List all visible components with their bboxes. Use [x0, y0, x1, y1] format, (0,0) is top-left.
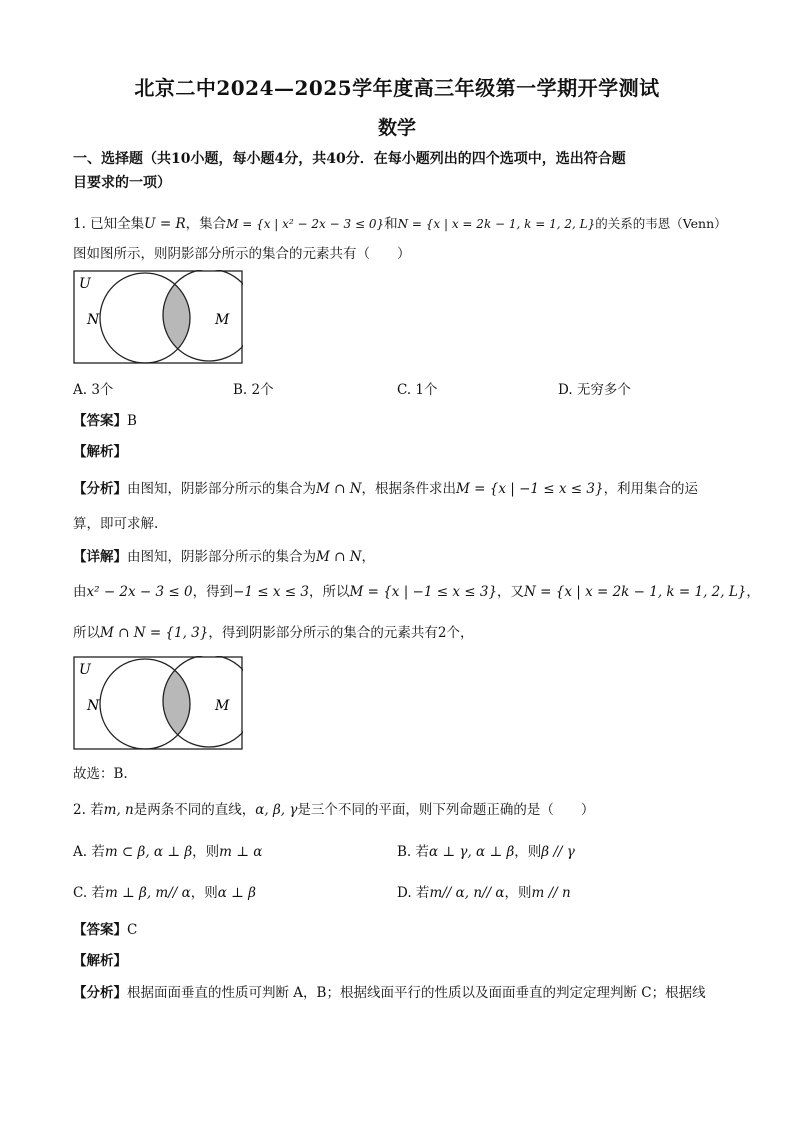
answer-value: B — [127, 413, 137, 429]
math-set-m: M = {x | −1 ≤ x ≤ 3} — [456, 481, 604, 497]
math-condition: m// α, n// α — [429, 885, 505, 901]
option-text: ，则 — [504, 885, 532, 901]
q1-option-c: C. 1个 — [397, 382, 438, 398]
section-heading: 一、选择题（共10小题，每小题4分，共40分．在每小题列出的四个选项中，选出符合题 — [73, 151, 626, 167]
math-condition: α ⊥ γ, α ⊥ β — [429, 844, 515, 860]
option-text: ，则 — [190, 885, 218, 901]
fenxi-tag: 【分析】 — [73, 481, 127, 497]
math-set-n: N = {x | x = 2k − 1, k = 1, 2, L} — [397, 217, 596, 231]
q1-answer-line — [73, 409, 137, 429]
xiangjie-tag: 【详解】 — [73, 549, 127, 565]
math-planes: α, β, γ — [255, 802, 298, 818]
section-heading-cont: 目要求的一项） — [73, 175, 171, 191]
venn-diagram-solution — [73, 656, 243, 750]
math-conclusion: α ⊥ β — [217, 885, 256, 901]
q2-fenxi-line1 — [73, 981, 706, 1001]
xiangjie-text: 由图知，阴影部分所示的集合为 — [127, 549, 316, 565]
q2-option-b — [397, 840, 575, 860]
q1-xiangjie-line3 — [73, 621, 473, 641]
q2-text: 是两条不同的直线， — [133, 802, 256, 818]
math-u: U = R — [144, 216, 186, 232]
q2-analysis-tag: 【解析】 — [73, 953, 127, 969]
math-set-m: M = {x | −1 ≤ x ≤ 3} — [349, 584, 498, 600]
venn-label-u: U — [79, 662, 91, 678]
math-intersection: M ∩ N — [316, 549, 362, 565]
xiangjie-text: ， — [746, 584, 760, 600]
xiangjie-text: 由 — [73, 584, 87, 600]
math-intersection: M ∩ N — [316, 481, 362, 497]
math-intersection-result: M ∩ N = {1, 3} — [100, 625, 209, 641]
answer-value: C — [127, 922, 138, 938]
venn-label-m: M — [215, 698, 230, 714]
fenxi-text: ，利用集合的运 — [603, 481, 699, 497]
q1-fenxi-line2: 算，即可求解. — [73, 516, 159, 532]
math-condition: m ⊂ β, α ⊥ β — [104, 844, 193, 860]
fenxi-text: 根据面面垂直的性质可判断 A，B；根据线面平行的性质以及面面垂直的判定定理判断 C；根据线 — [127, 985, 706, 1001]
xiangjie-text: ，得到阴影部分所示的集合的元素共有 — [208, 625, 438, 641]
q1-xiangjie-line1 — [73, 545, 375, 565]
q1-xiangjie-line2 — [73, 580, 760, 600]
math-range: −1 ≤ x ≤ 3 — [233, 584, 309, 600]
option-text: A. 若 — [73, 844, 105, 860]
xiangjie-text: ，得到 — [192, 584, 234, 600]
q1-option-d: D. 无穷多个 — [558, 382, 631, 398]
xiangjie-text: 个， — [446, 625, 474, 641]
venn-label-m: M — [215, 312, 230, 328]
xiangjie-text: ， — [361, 549, 376, 565]
q2-option-d — [397, 881, 571, 901]
page-title: 北京二中2024—2025学年度高三年级第一学期开学测试 — [134, 76, 660, 100]
q1-choose: 故选：B. — [73, 766, 128, 782]
q2-option-c — [73, 881, 256, 901]
q1-text: 和 — [384, 216, 398, 232]
math-inequality: x² − 2x − 3 ≤ 0 — [86, 584, 193, 600]
math-conclusion: m ⊥ α — [219, 844, 263, 860]
math-lines: m, n — [103, 802, 134, 818]
math-condition: m ⊥ β, m// α — [104, 885, 191, 901]
q2-text: 是三个不同的平面，则下列命题正确的是（ ） — [297, 802, 595, 818]
xiangjie-text: ，所以 — [309, 584, 350, 600]
option-text: C. 若 — [73, 885, 105, 901]
option-text: B. 若 — [397, 844, 430, 860]
math-set-n: N = {x | x = 2k − 1, k = 1, 2, L} — [524, 584, 747, 600]
q1-text: 的关系的韦恩（Venn） — [595, 216, 727, 231]
q1-text: ，集合 — [185, 216, 227, 232]
q2-answer-line — [73, 918, 137, 938]
fenxi-text: ，根据条件求出 — [361, 481, 457, 497]
q1-stem-line2: 图如图所示，则阴影部分所示的集合的元素共有（ ） — [73, 246, 411, 262]
answer-tag: 【答案】 — [73, 922, 127, 938]
math-conclusion: β // γ — [541, 844, 575, 860]
q1-option-a: A. 3个 — [73, 382, 114, 398]
venn-label-n: N — [87, 698, 100, 714]
math-conclusion: m // n — [531, 885, 571, 901]
fenxi-tag: 【分析】 — [73, 985, 127, 1001]
answer-tag: 【答案】 — [73, 413, 127, 429]
subject-heading: 数学 — [377, 117, 416, 139]
q2-stem — [73, 798, 594, 818]
q1-stem-line1 — [73, 212, 727, 232]
q2-text: 2. 若 — [73, 802, 104, 818]
q1-fenxi-line1 — [73, 477, 698, 497]
q1-text: 1. 已知全集 — [73, 216, 145, 232]
q1-option-b: B. 2个 — [233, 382, 274, 398]
option-text: ，则 — [514, 844, 542, 860]
xiangjie-text: 所以 — [73, 625, 100, 641]
venn-label-n: N — [87, 312, 100, 328]
q1-analysis-tag: 【解析】 — [73, 444, 127, 460]
xiangjie-text: ，又 — [497, 584, 525, 600]
option-text: ，则 — [192, 844, 220, 860]
venn-diagram — [73, 270, 243, 364]
option-text: D. 若 — [397, 885, 430, 901]
q2-option-a — [73, 840, 262, 860]
math-set-m: M = {x | x² − 2x − 3 ≤ 0} — [226, 217, 385, 231]
fenxi-text: 由图知，阴影部分所示的集合为 — [127, 481, 316, 497]
venn-label-u: U — [79, 276, 91, 292]
element-count: 2 — [437, 625, 447, 641]
